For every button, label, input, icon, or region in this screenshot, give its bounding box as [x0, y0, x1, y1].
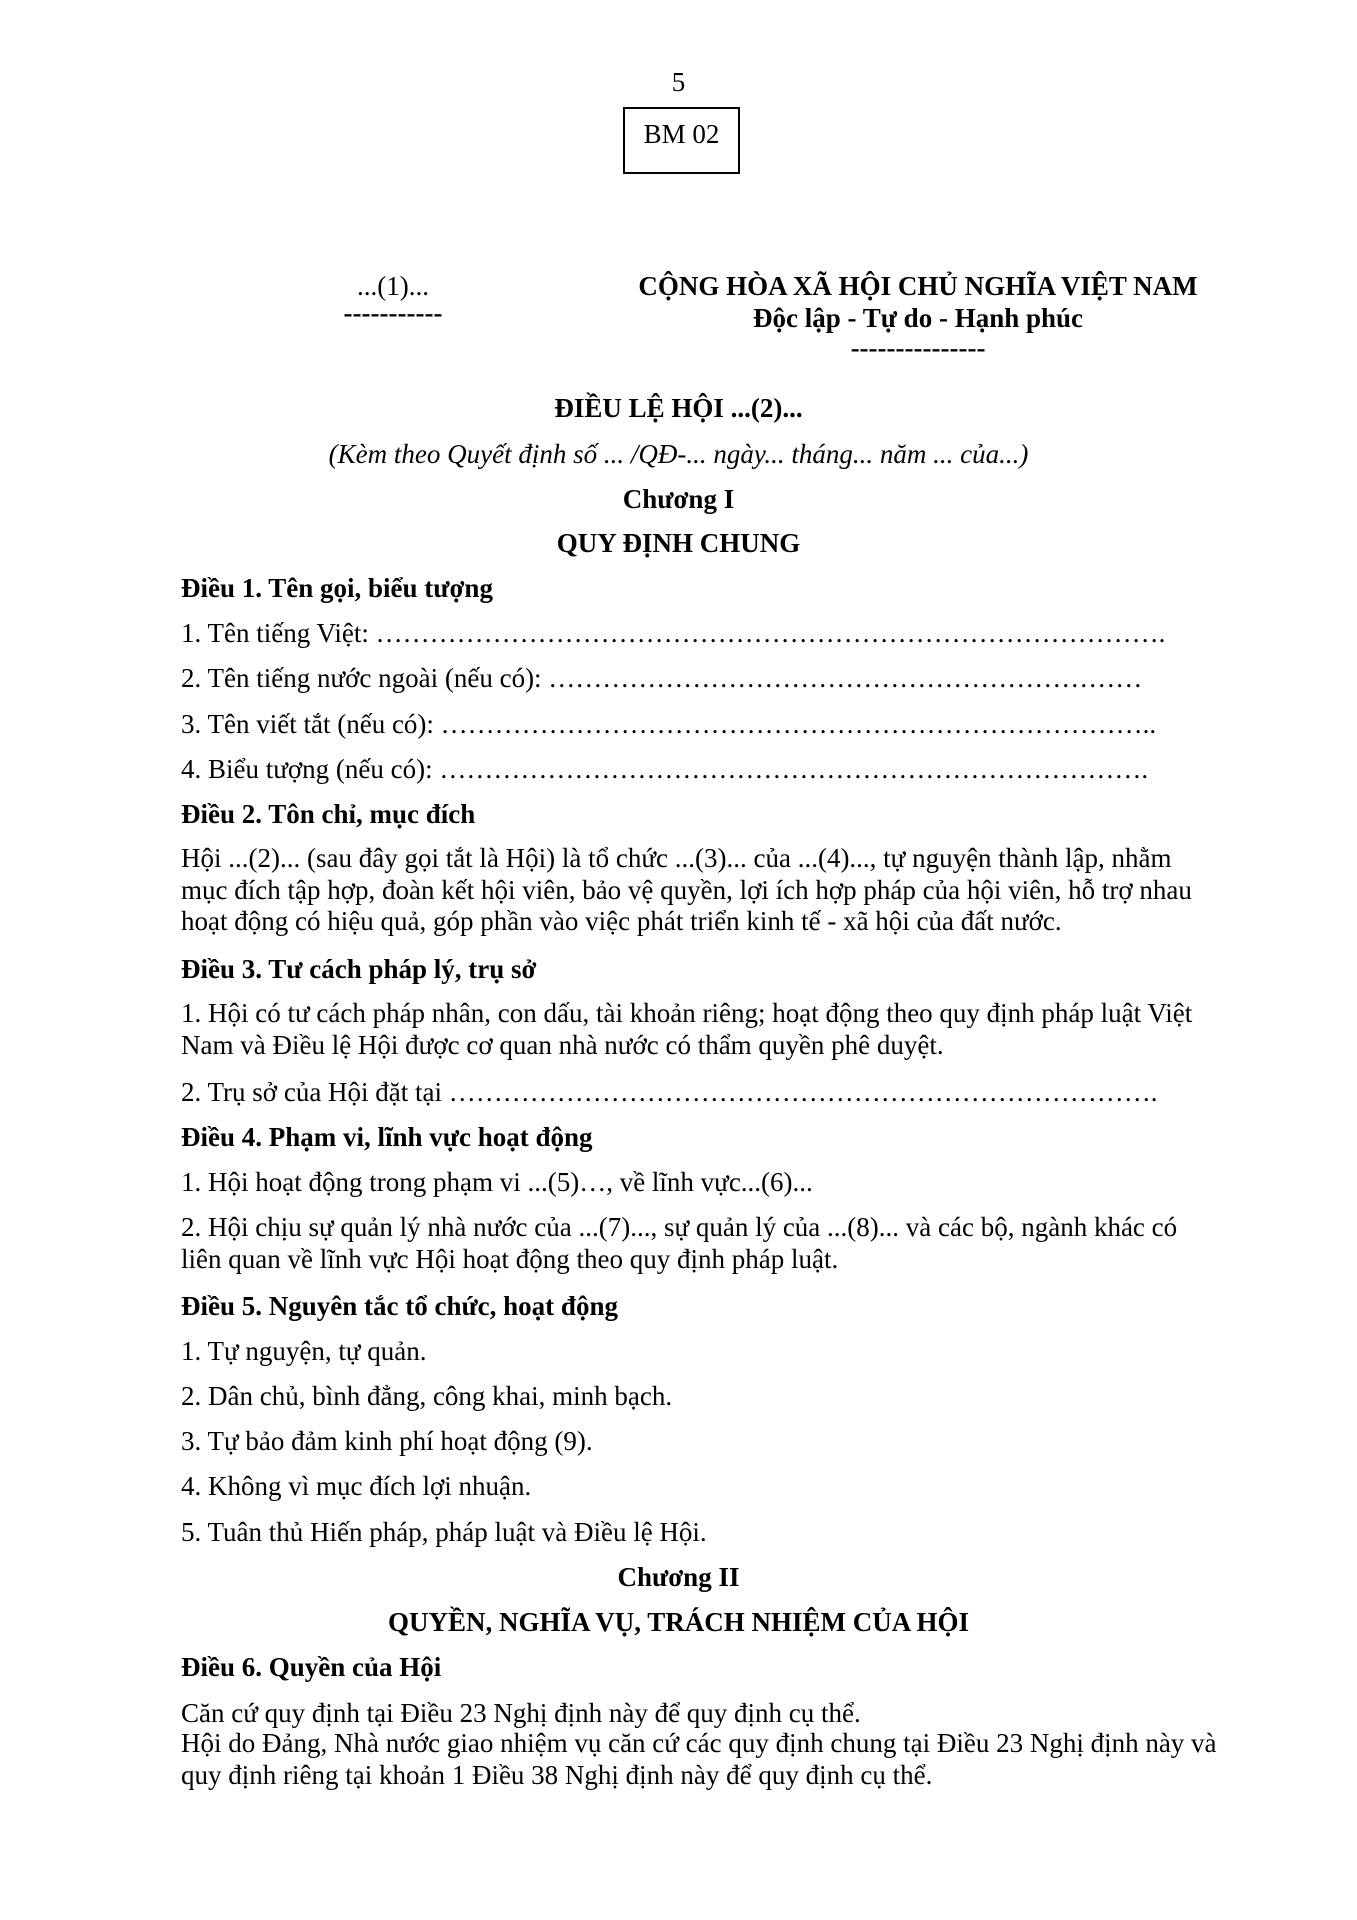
article-5-item-2: 2. Dân chủ, bình đẳng, công khai, minh bạch. — [181, 1381, 673, 1411]
article-6-line-2: Hội do Đảng, Nhà nước giao nhiệm vụ căn cứ các quy định chung tại Điều 23 Nghị định này và quy định riêng tại khoản 1 Điều 38 Nghị định này để quy định cụ thể. — [181, 1728, 1217, 1790]
national-motto: Độc lập - Tự do - Hạnh phúc — [752, 303, 1084, 333]
form-code-box: BM 02 — [623, 107, 740, 174]
article-1-item-4: 4. Biểu tượng (nếu có): ……………………………………………………………………. — [181, 754, 1149, 784]
article-4-heading: Điều 4. Phạm vi, lĩnh vực hoạt động — [181, 1122, 593, 1152]
article-4-item-2: 2. Hội chịu sự quản lý nhà nước của ...(7)..., sự quản lý của ...(8)... và các bộ, ngành khác có liên quan về lĩnh vực Hội hoạt động theo quy định pháp luật. — [181, 1212, 1178, 1274]
article-2-heading: Điều 2. Tôn chỉ, mục đích — [181, 799, 476, 829]
article-3-item-1: 1. Hội có tư cách pháp nhân, con dấu, tài khoản riêng; hoạt động theo quy định pháp luật Việt Nam và Điều lệ Hội được cơ quan nhà nước có thẩm quyền phê duyệt. — [181, 998, 1193, 1060]
document-title: ĐIỀU LỆ HỘI ...(2)... — [554, 393, 803, 423]
header-organization — [318, 270, 468, 328]
article-2-body: Hội ...(2)... (sau đây gọi tắt là Hội) là tổ chức ...(3)... của ...(4)..., tự nguyện thành lập, nhằm mục đích tập hợp, đoàn kết hội viên, bảo vệ quyền, lợi ích hợp pháp của hội viên, hỗ trợ nhau hoạt động có hiệu quả, góp phần vào việc phát triển kinh tế - xã hội của đất nước. — [181, 843, 1192, 936]
page-number: 5 — [671, 67, 686, 97]
article-5-item-3: 3. Tự bảo đảm kinh phí hoạt động (9). — [181, 1426, 593, 1456]
motto-separator: --------------- — [850, 333, 986, 363]
article-5-item-4: 4. Không vì mục đích lợi nhuận. — [181, 1471, 532, 1501]
article-6-heading: Điều 6. Quyền của Hội — [181, 1652, 442, 1682]
chapter-2-title: QUYỀN, NGHĨA VỤ, TRÁCH NHIỆM CỦA HỘI — [387, 1607, 970, 1637]
article-1-item-2: 2. Tên tiếng nước ngoài (nếu có): ………………………………………………………… — [181, 663, 1143, 693]
header-national — [598, 270, 1238, 362]
chapter-1-title: QUY ĐỊNH CHUNG — [556, 528, 801, 558]
article-1-item-1: 1. Tên tiếng Việt: ……………………………………………………………………………. — [181, 618, 1166, 648]
article-4-item-1: 1. Hội hoạt động trong phạm vi ...(5)…, về lĩnh vực...(6)... — [181, 1167, 813, 1197]
article-5-heading: Điều 5. Nguyên tắc tổ chức, hoạt động — [181, 1291, 618, 1321]
country-name: CỘNG HÒA XÃ HỘI CHỦ NGHĨA VIỆT NAM — [638, 271, 1198, 301]
article-1-heading: Điều 1. Tên gọi, biểu tượng — [181, 573, 493, 603]
chapter-2-label: Chương II — [617, 1562, 740, 1592]
chapter-1-label: Chương I — [622, 484, 735, 514]
article-6-line-1: Căn cứ quy định tại Điều 23 Nghị định này để quy định cụ thể. — [181, 1698, 861, 1728]
article-5-item-5: 5. Tuân thủ Hiến pháp, pháp luật và Điều lệ Hội. — [181, 1517, 707, 1547]
organization-separator: ----------- — [343, 298, 443, 328]
article-1-item-3: 3. Tên viết tắt (nếu có): …………………………………………………………………….. — [181, 709, 1157, 739]
article-3-heading: Điều 3. Tư cách pháp lý, trụ sở — [181, 954, 537, 984]
article-3-item-2: 2. Trụ sở của Hội đặt tại ……………………………………………………………………. — [181, 1077, 1158, 1107]
article-5-item-1: 1. Tự nguyện, tự quản. — [181, 1336, 427, 1366]
organization-placeholder: ...(1)... — [357, 271, 429, 301]
document-subtitle: (Kèm theo Quyết định số ... /QĐ-... ngày... tháng... năm ... của...) — [328, 439, 1029, 469]
